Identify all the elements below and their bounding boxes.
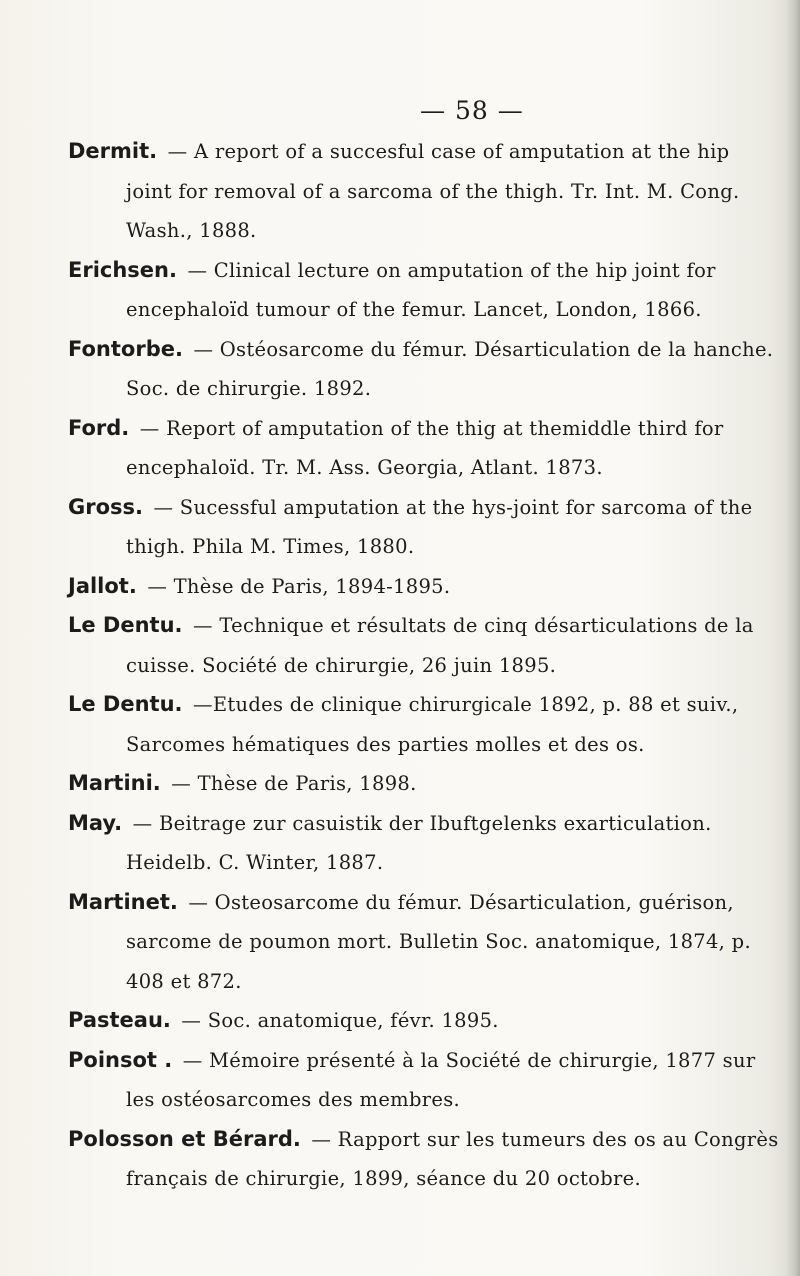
entry-author: Dermit. [68,139,158,163]
entry-author: Le Dentu. [68,613,183,637]
bibliography-entry [68,567,780,607]
entry-author: Gross. [68,494,143,519]
entry-author: Poinsot . [68,1047,173,1072]
bibliography-entry [68,883,780,1002]
entry-author: Martinet. [68,889,178,914]
bibliography-entry [68,685,780,764]
bibliography-entry [68,606,780,685]
entry-author: Polosson et Bérard. [68,1126,301,1151]
bibliography-list [68,132,780,1199]
entry-text: —Etudes de clinique chirurgicale 1892, p. 88 et suiv., Sarcomes hématiques des parties molles et des os. [126,693,739,756]
page-number: — 58 — [420,96,524,125]
entry-text: — Thèse de Paris, 1894-1895. [147,574,451,598]
entry-author: Pasteau. [68,1008,171,1032]
entry-text: — Sucessful amputation at the hys-joint for sarcoma of the thigh. Phila M. Times, 1880. [126,495,753,558]
bibliography-entry [68,764,780,804]
entry-author: May. [68,810,123,835]
entry-author: Le Dentu. [68,692,183,716]
entry-text: — Clinical lecture on amputation of the hip joint for encephaloïd tumour of the femur. Lancet, London, 1866. [126,258,716,321]
entry-author: Martini. [68,771,161,795]
entry-author: Erichsen. [68,257,177,282]
bibliography-entry [68,251,780,330]
entry-text: — Technique et résultats de cinq désarticulations de la cuisse. Société de chirurgie, 26 juin 1895. [126,614,754,677]
entry-author: Jallot. [68,573,137,598]
entry-text: — Thèse de Paris, 1898. [171,772,417,795]
bibliography-entry [68,1120,780,1199]
entry-text: — Soc. anatomique, févr. 1895. [181,1009,499,1032]
bibliography-entry [68,488,780,567]
bibliography-entry [68,330,780,409]
bibliography-entry [68,1041,780,1120]
entry-author: Ford. [68,415,130,440]
bibliography-entry [68,409,780,488]
entry-text: — A report of a succesful case of amputation at the hip joint for removal of a sarcoma of the thigh. Tr. Int. M. Cong. Wash., 1888. [126,140,740,242]
entry-text: — Rapport sur les tumeurs des os au Congrès français de chirurgie, 1899, séance du 20 octobre. [126,1127,779,1190]
bibliography-entry [68,132,780,251]
page-edge-shadow [786,0,800,1276]
entry-author: Fontorbe. [68,336,183,361]
entry-text: — Report of amputation of the thig at themiddle third for encephaloïd. Tr. M. Ass. Georgia, Atlant. 1873. [126,416,724,479]
bibliography-entry [68,804,780,883]
entry-text: — Beitrage zur casuistik der Ibuftgelenks exarticulation. Heidelb. C. Winter, 1887. [126,811,712,874]
entry-text: — Ostéosarcome du fémur. Désarticulation de la hanche. Soc. de chirurgie. 1892. [126,337,774,400]
entry-text: — Mémoire présenté à la Société de chirurgie, 1877 sur les ostéosarcomes des membres. [126,1048,756,1111]
entry-text: — Osteosarcome du fémur. Désarticulation, guérison, sarcome de poumon mort. Bulletin Soc. anatomique, 1874, p. 408 et 872. [126,890,751,993]
bibliography-entry [68,1001,780,1041]
